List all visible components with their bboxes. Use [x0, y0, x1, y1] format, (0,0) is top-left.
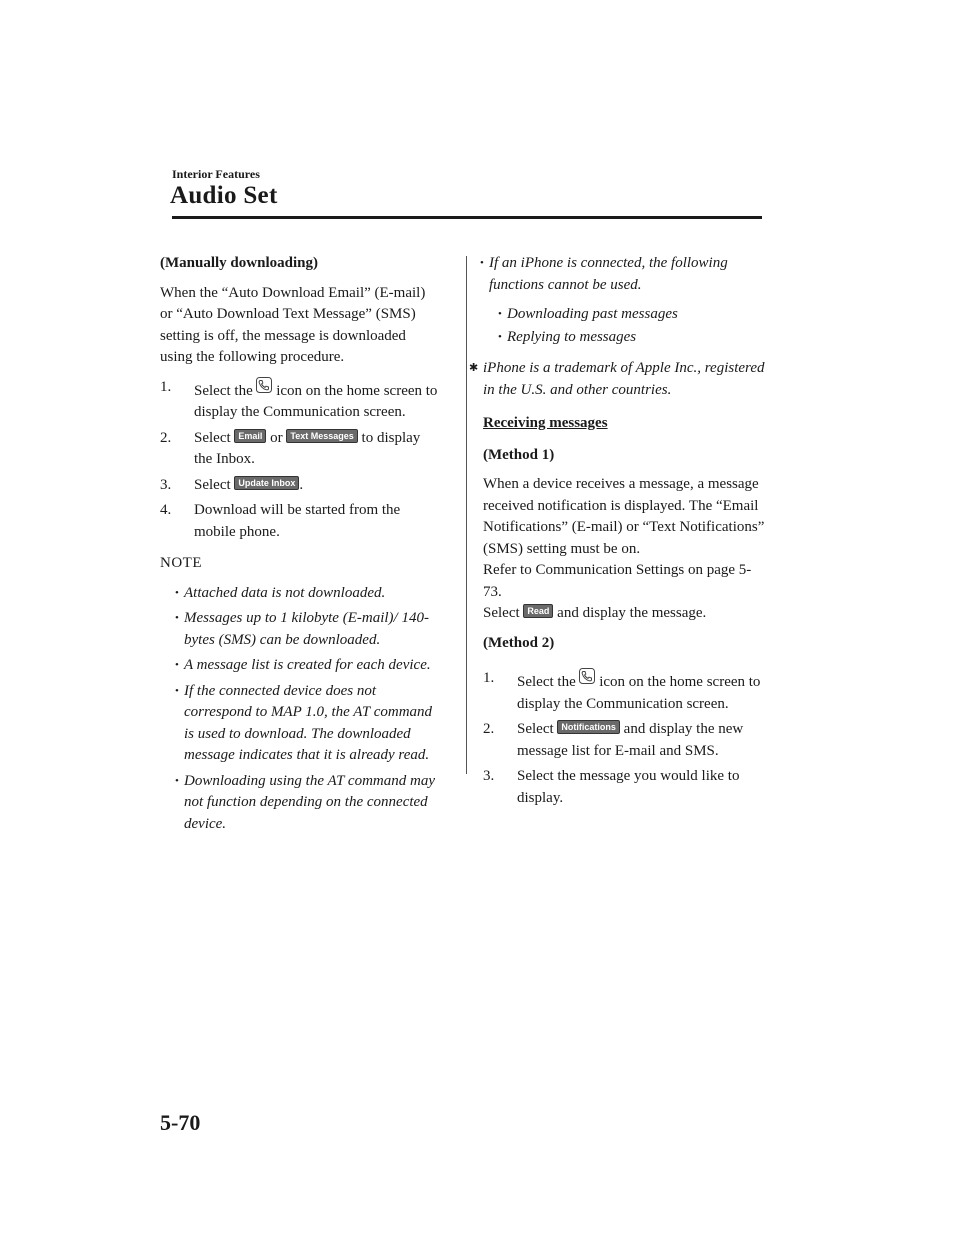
method-1-text: When a device receives a message, a message received notification is displayed. The “Email Notifications” (E-mail) or “Text Notifications” (SMS) setting must be on.	[483, 476, 765, 557]
bullet-icon: •	[498, 308, 502, 320]
step-number: 1.	[483, 670, 495, 686]
title-rule	[172, 216, 762, 219]
note-list	[160, 583, 440, 836]
note-label: NOTE	[160, 555, 202, 571]
receiving-messages-heading: Receiving messages	[483, 415, 608, 431]
communication-icon	[579, 668, 595, 684]
note-item: • Downloading using the AT command may not function depending on the connected device.	[175, 772, 435, 832]
column-divider	[466, 256, 467, 774]
method-1-refer: Refer to Communication Settings on page 5-73.	[483, 562, 752, 600]
step-number: 2.	[160, 429, 172, 446]
note-item: • If the connected device does not correspond to MAP 1.0, the AT command is used to download. The downloaded message indicates that it is already read.	[175, 682, 433, 763]
method-2-step-2: 2. Select Notifications and display the new message list for E-mail and SMS.	[483, 721, 744, 759]
step-number: 1.	[160, 378, 172, 395]
bullet-icon: •	[480, 257, 484, 269]
method-2-heading: (Method 2)	[483, 634, 555, 651]
step-number: 4.	[160, 502, 172, 518]
asterisk-icon: ✱	[469, 362, 479, 374]
bullet-icon: •	[175, 612, 179, 624]
bullet-icon: •	[498, 330, 502, 343]
method-1-heading: (Method 1)	[483, 446, 555, 463]
step-1: 1. Select the icon on the home screen to display the Communication screen.	[160, 378, 438, 420]
step-2: 2. Select Email or Text Messages to display the Inbox.	[160, 429, 421, 467]
note-item: • Messages up to 1 kilobyte (E-mail)/ 140-bytes (SMS) can be downloaded.	[175, 610, 429, 648]
update-inbox-button[interactable]: Update Inbox	[234, 476, 299, 490]
bullet-icon: •	[175, 586, 179, 599]
email-button[interactable]: Email	[234, 429, 266, 443]
notifications-button[interactable]: Notifications	[557, 720, 620, 734]
read-button[interactable]: Read	[523, 604, 553, 618]
communication-icon	[256, 377, 272, 393]
method-2-step-3: 3. Select the message you would like to display.	[483, 768, 740, 806]
section-label: Interior Features	[172, 167, 260, 181]
step-number: 3.	[160, 476, 172, 493]
step-3: 3. Select Update Inbox .	[160, 475, 440, 497]
text-messages-button[interactable]: Text Messages	[286, 429, 357, 443]
iphone-note: • If an iPhone is connected, the following functions cannot be used.	[480, 255, 728, 293]
step-number: 3.	[483, 768, 495, 784]
manual-download-heading: (Manually downloading)	[160, 255, 318, 271]
iphone-note-list	[465, 253, 768, 296]
note-item: • A message list is created for each device.	[160, 655, 440, 677]
iphone-item: • Replying to messages	[483, 327, 768, 349]
page-title: Audio Set	[170, 182, 278, 209]
right-column	[469, 253, 768, 813]
page-number: 5-70	[160, 1110, 201, 1135]
method-2-step-1: 1. Select the icon on the home screen to display the Communication screen.	[483, 670, 761, 712]
iphone-item: • Downloading past messages	[483, 304, 768, 326]
step-number: 2.	[483, 721, 495, 737]
intro-paragraph: When the “Auto Download Email” (E-mail) or “Auto Download Text Message” (SMS) setting is off, the message is downloaded using the following procedure.	[160, 284, 426, 365]
bullet-icon: •	[175, 774, 179, 787]
note-item: • Attached data is not downloaded.	[160, 583, 440, 605]
bullet-icon: •	[175, 659, 179, 671]
iphone-items	[483, 304, 768, 348]
method-1-select: Select Read and display the message.	[483, 605, 707, 621]
bullet-icon: •	[175, 684, 179, 697]
step-4: 4. Download will be started from the mobile phone.	[160, 502, 401, 540]
left-column	[160, 253, 440, 839]
trademark-footnote: ✱ iPhone is a trademark of Apple Inc., registered in the U.S. and other countries.	[469, 360, 765, 398]
